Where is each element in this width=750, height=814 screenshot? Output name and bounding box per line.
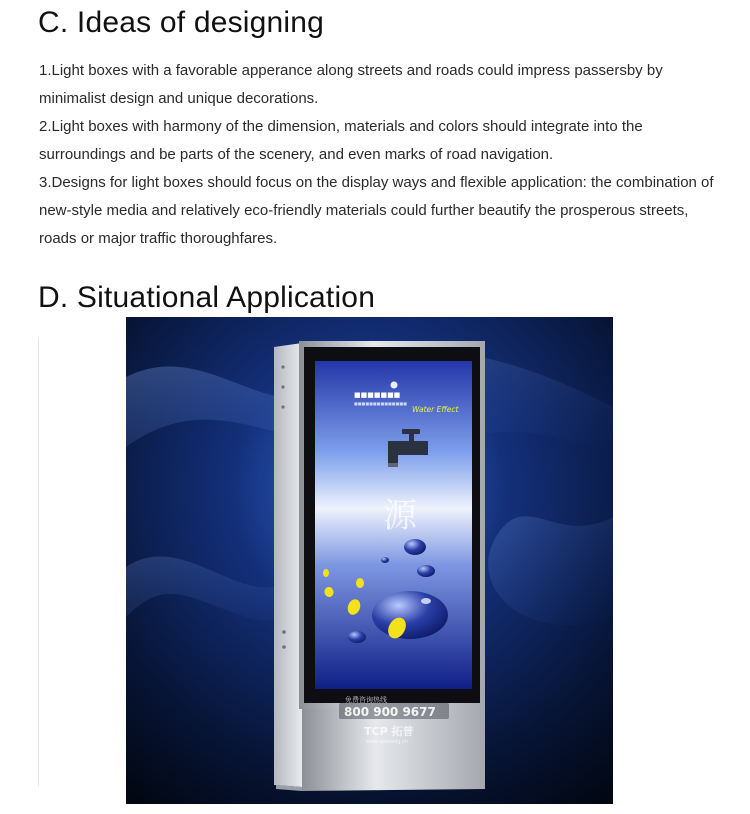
idea-paragraph-1: 1.Light boxes with a favorable apperance along streets and roads could impress passersby by minimalist design and unique decorations. [39, 62, 663, 107]
section-d-title: D. Situational Application [38, 281, 376, 314]
svg-text:■■■■■■■: ■■■■■■■ [354, 391, 401, 399]
idea-paragraph-3: 3.Designs for light boxes should focus on the display ways and flexible application: the combination of new-style media and relatively eco-friendly materials could further beautify the prosperous streets, roads or major traffic thoroughfares. [39, 174, 714, 247]
stone-small-1 [404, 539, 426, 555]
light-box-photo [126, 317, 613, 804]
light-box-side [274, 343, 302, 787]
svg-text:■■■■■■■■■■■■■■: ■■■■■■■■■■■■■■ [354, 401, 407, 406]
watermark-phone: 800 900 9677 [344, 705, 436, 719]
stone-large [372, 591, 448, 639]
svg-text:免费咨询热线: 免费咨询热线 [345, 696, 387, 704]
divider-line [38, 338, 39, 786]
watermark-brand: TCP 拓普 [364, 725, 414, 738]
svg-text:源: 源 [383, 496, 417, 536]
light-box-base [302, 707, 485, 791]
poster-tagline: Water Effect [412, 405, 459, 414]
svg-text:www.spacedg.cn: www.spacedg.cn [366, 739, 408, 745]
idea-paragraph-2: 2.Light boxes with harmony of the dimension, materials and colors should integrate into the surroundings and be parts of the scenery, and even marks of road navigation. [39, 118, 643, 163]
section-c-title: C. Ideas of designing [38, 6, 325, 39]
